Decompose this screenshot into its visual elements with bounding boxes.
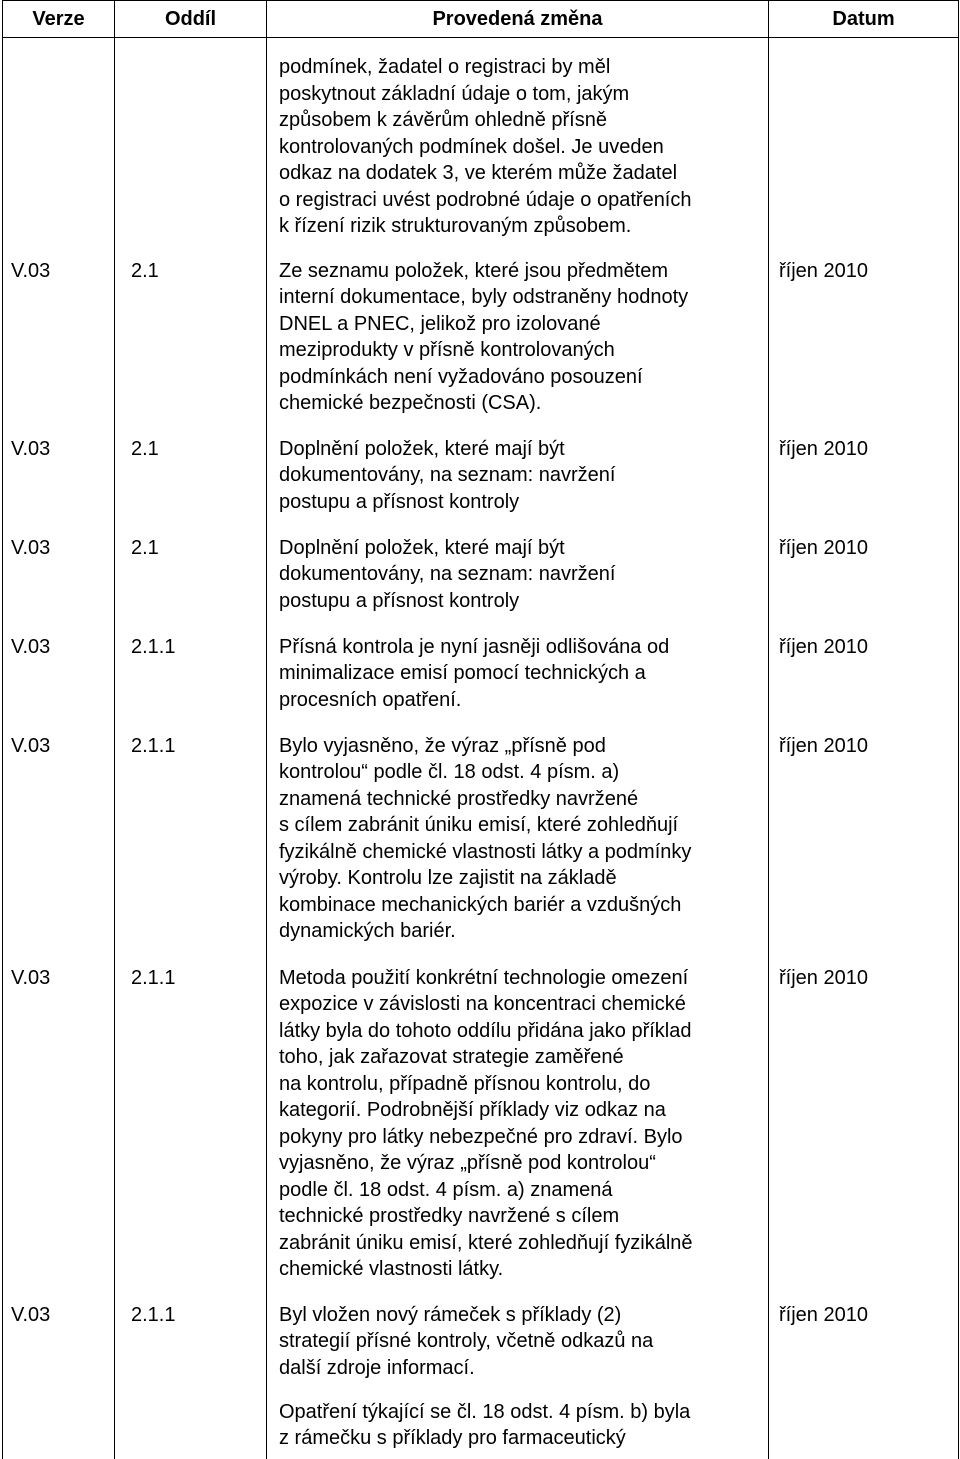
change-cell: Metoda použití konkrétní technologie omezení expozice v závislosti na koncentraci chemické látky byla do tohoto oddílu přidána jako příklad toho, jak zařazovat strategie zaměřené na kontrolu, případně přísnou kontrolu, do kategorií. Podrobnější příklady viz odkaz na pokyny pro látky nebezpečné pro zdraví. Bylo vyjasněno, že výraz „přísně pod kontrolou“ podle čl. 18 odst. 4 písm. a) znamená technické prostředky navržené s cílem zabránit úniku emisí, které zohledňují fyzikálně chemické vlastnosti látky.	[267, 961, 769, 1298]
header-row	[3, 1, 959, 38]
version-cell	[3, 38, 115, 254]
version-cell: V.03	[3, 961, 115, 1298]
version-cell	[3, 1395, 115, 1459]
date-cell: říjen 2010	[769, 729, 959, 961]
date-cell	[769, 1395, 959, 1459]
table-row	[3, 38, 959, 254]
change-cell: Doplnění položek, které mají být dokumentovány, na seznam: navržení postupu a přísnost kontroly	[267, 432, 769, 531]
section-cell: 2.1	[115, 531, 267, 630]
date-cell: říjen 2010	[769, 961, 959, 1298]
date-cell: říjen 2010	[769, 254, 959, 432]
section-cell: 2.1	[115, 254, 267, 432]
version-cell: V.03	[3, 254, 115, 432]
table-row	[3, 1298, 959, 1395]
table-body	[3, 38, 959, 1459]
table-header	[3, 1, 959, 38]
table-row	[3, 254, 959, 432]
revision-history-table	[2, 0, 959, 1459]
section-cell	[115, 38, 267, 254]
table-row	[3, 630, 959, 729]
date-cell: říjen 2010	[769, 1298, 959, 1395]
change-cell: Opatření týkající se čl. 18 odst. 4 písm. b) byla z rámečku s příklady pro farmaceutický	[267, 1395, 769, 1459]
section-cell: 2.1	[115, 432, 267, 531]
change-cell: Byl vložen nový rámeček s příklady (2) strategií přísné kontroly, včetně odkazů na další zdroje informací.	[267, 1298, 769, 1395]
date-cell	[769, 38, 959, 254]
table-row	[3, 432, 959, 531]
date-cell: říjen 2010	[769, 432, 959, 531]
header-section: Oddíl	[115, 1, 267, 38]
table-row	[3, 1395, 959, 1459]
version-cell: V.03	[3, 432, 115, 531]
date-cell: říjen 2010	[769, 630, 959, 729]
header-date: Datum	[769, 1, 959, 38]
section-cell: 2.1.1	[115, 961, 267, 1298]
table-row	[3, 961, 959, 1298]
section-cell: 2.1.1	[115, 729, 267, 961]
change-cell: Ze seznamu položek, které jsou předmětem interní dokumentace, byly odstraněny hodnoty DNEL a PNEC, jelikož pro izolované meziprodukty v přísně kontrolovaných podmínkách není vyžadováno posouzení chemické bezpečnosti (CSA).	[267, 254, 769, 432]
date-cell: říjen 2010	[769, 531, 959, 630]
change-cell: Bylo vyjasněno, že výraz „přísně pod kontrolou“ podle čl. 18 odst. 4 písm. a) znamená technické prostředky navržené s cílem zabránit úniku emisí, které zohledňují fyzikálně chemické vlastnosti látky a podmínky výroby. Kontrolu lze zajistit na základě kombinace mechanických bariér a vzdušných dynamických bariér.	[267, 729, 769, 961]
table-row	[3, 531, 959, 630]
version-cell: V.03	[3, 531, 115, 630]
version-cell: V.03	[3, 729, 115, 961]
change-cell: podmínek, žadatel o registraci by měl poskytnout základní údaje o tom, jakým způsobem k závěrům ohledně přísně kontrolovaných podmínek došel. Je uveden odkaz na dodatek 3, ve kterém může žadatel o registraci uvést podrobné údaje o opatřeních k řízení rizik strukturovaným způsobem.	[267, 38, 769, 254]
version-cell: V.03	[3, 1298, 115, 1395]
change-cell: Doplnění položek, které mají být dokumentovány, na seznam: navržení postupu a přísnost kontroly	[267, 531, 769, 630]
section-cell	[115, 1395, 267, 1459]
table-row	[3, 729, 959, 961]
version-cell: V.03	[3, 630, 115, 729]
section-cell: 2.1.1	[115, 1298, 267, 1395]
section-cell: 2.1.1	[115, 630, 267, 729]
header-version: Verze	[3, 1, 115, 38]
header-change: Provedená změna	[267, 1, 769, 38]
change-cell: Přísná kontrola je nyní jasněji odlišována od minimalizace emisí pomocí technických a procesních opatření.	[267, 630, 769, 729]
